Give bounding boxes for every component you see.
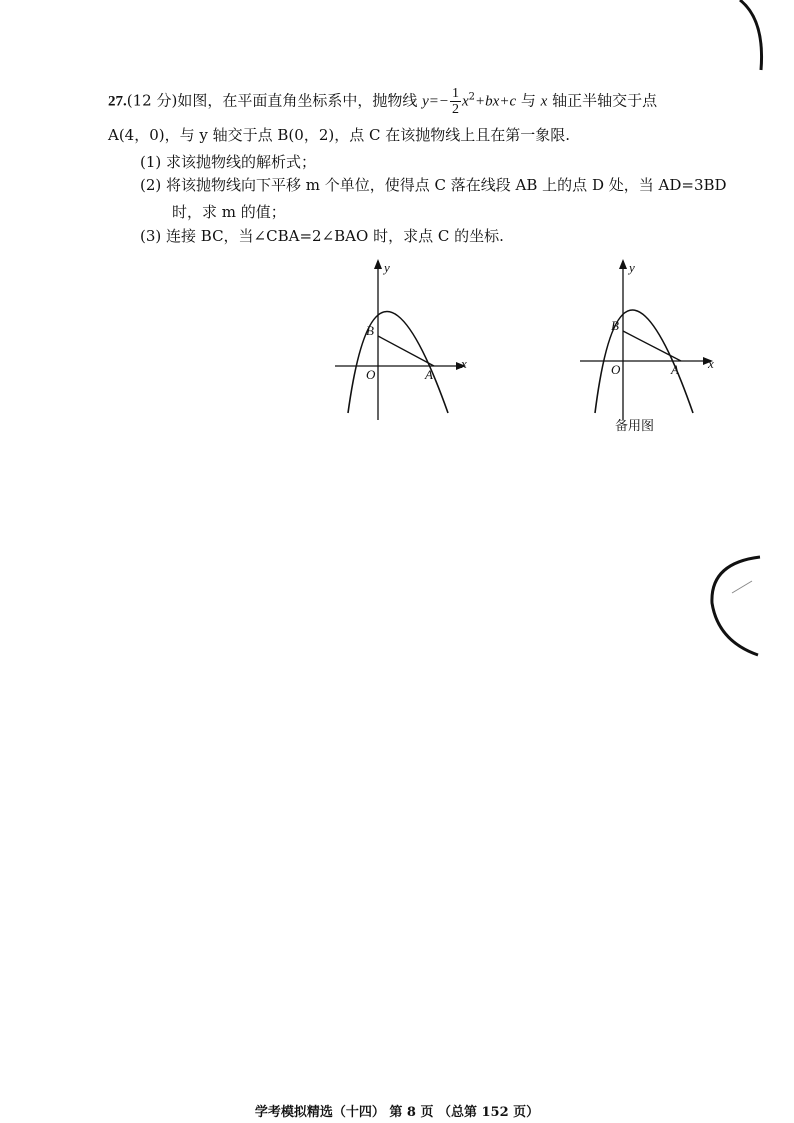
label-a: A [425, 367, 433, 382]
equation-fraction [450, 86, 461, 117]
problem-line-2: A(4，0)，与 y 轴交于点 B(0，2)，点 C 在该抛物线上且在第一象限. [108, 126, 570, 144]
question-2: (2) 将该抛物线向下平移 m 个单位，使得点 C 落在线段 AB 上的点 D 处，当 AD=3BD [140, 176, 727, 194]
problem-intro: 如图，在平面直角坐标系中，抛物线 [177, 91, 423, 110]
label-b: B [366, 323, 374, 338]
scan-edge-top-right [735, 0, 794, 80]
fraction-denominator: 2 [452, 102, 459, 117]
label-y: y [384, 260, 390, 275]
equation-x: x [462, 93, 469, 110]
intro-connector: 与 [516, 91, 541, 110]
intro-tail: 轴正半轴交于点 [547, 91, 658, 110]
page-footer: 学考模拟精选（十四） 第 8 页 （总第 152 页） [254, 1105, 540, 1120]
y-axis-arrow [619, 259, 627, 269]
equation-rest: +bx+c [475, 93, 517, 110]
equation-exponent: 2 [468, 91, 476, 103]
label-o: O [366, 367, 376, 382]
label-x: x [461, 356, 467, 371]
problem-line-1 [108, 86, 657, 117]
problem-number: 27. [108, 93, 127, 110]
scan-edge-right-curve [700, 545, 794, 665]
label-x: x [708, 356, 714, 371]
intro-x-axis: x [540, 93, 548, 110]
fraction-numerator: 1 [452, 86, 459, 101]
question-2-continued: 时，求 m 的值； [172, 203, 286, 221]
parabola [348, 312, 448, 414]
figure-main [330, 255, 480, 425]
label-o: O [611, 362, 621, 377]
problem-score: (12 分) [126, 91, 178, 110]
equation-lhs: y=− [422, 93, 449, 110]
question-3: (3) 连接 BC，当∠CBA=2∠BAO 时，求点 C 的坐标. [140, 227, 504, 245]
question-1: (1) 求该抛物线的解析式； [140, 153, 317, 171]
y-axis-arrow [374, 259, 382, 269]
figure-backup-caption: 备用图 [615, 419, 655, 434]
segment-ab [378, 336, 434, 366]
label-a: A [671, 362, 679, 377]
figure-backup [575, 255, 725, 425]
segment-ab [623, 331, 681, 361]
label-b: B [611, 318, 619, 333]
label-y: y [629, 260, 635, 275]
